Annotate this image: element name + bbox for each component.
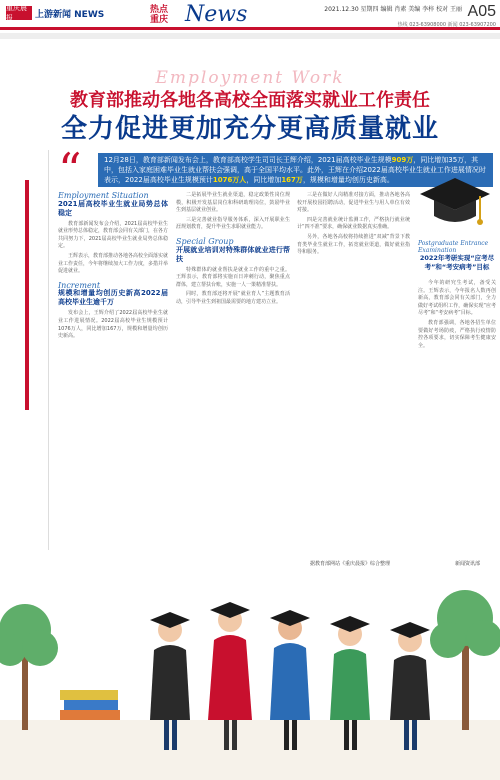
paragraph: 同时，教育部还将开展“就业育人”主题教育活动，引导毕业生到祖国最需要的地方建功立业。: [176, 291, 290, 305]
lead-highlight-3: 167万: [281, 176, 303, 184]
article-column-1: [58, 192, 168, 343]
news-wordmark: News: [185, 2, 248, 27]
subhead-english: Increment: [58, 280, 101, 290]
footer-credit: 据教育部网站《重庆晨报》综合整理: [310, 561, 391, 567]
masthead-strip: [0, 33, 500, 39]
section-bottom: 重庆: [150, 15, 169, 25]
issue-line: 2021.12.30 星期四 编辑 肖素 美编 李梓 校对 王丽: [324, 6, 462, 13]
section-label: [150, 5, 168, 25]
logo-mark: 重庆晨报: [6, 6, 32, 20]
rail-bar: [25, 180, 29, 410]
graduation-cap-icon: [418, 172, 492, 238]
book-stack: [60, 690, 120, 720]
paragraph: 今年的研究生考试，备受关注。王辉表示，今年报名人数再创新高，教育部会同有关部门，全力做好考试组织工作，确保实现“应考尽考”和“考安病考”目标。: [418, 280, 496, 317]
paragraph: 发布会上，王辉介绍了2022届高校毕业生就业工作进展情况。2022届高校毕业生规模预计1076万人，同比增加167万，规模和增量均创历史新高。: [58, 310, 168, 340]
section-top: 热点: [150, 5, 169, 15]
paragraph: 教育部新闻发布会介绍，2021届高校毕业生就业形势总体稳定，教育部会同有关部门，在各方共同努力下，2021届高校毕业生就业局势总体稳定。: [58, 220, 169, 250]
right-subhead-english: Postgraduate Entrance Examination: [418, 240, 489, 254]
subhead-english: Employment Situation: [58, 191, 149, 200]
right-subhead-chinese: 2022年考研实现“应考尽考”和“考安病考”目标: [419, 254, 495, 271]
paragraph: 教育部强调，各地各招生单位要做好考场防疫，严格执行疫情防控各项要求，切实保障考生健康安全。: [418, 319, 496, 349]
lead-text-c: ，同比增加: [246, 176, 282, 184]
article-column-2: [176, 192, 290, 309]
subhead-chinese: 开展就业培训对特殊群体就业进行帮扶: [176, 245, 290, 263]
lead-text-b: ，同比增加35万，其中，包括入家庭困难毕业生就业帮扶会强调，高于全国平均水平。此外，王辉在介绍2022届高校毕业生就业工作进展情况时表示，2022届高校毕业生规模预计: [104, 156, 486, 184]
masthead: [0, 0, 500, 30]
tree-right: [430, 590, 500, 730]
graduates-illustration: [0, 570, 500, 780]
quote-mark-icon: “: [58, 143, 82, 197]
left-rail: [5, 150, 49, 550]
headline-2: 全力促进更加充分更高质量就业: [60, 114, 439, 144]
paragraph: 二是拓展毕业生就业渠道，稳定政策性岗位规模，积极开发基层岗位和科研助理岗位，鼓励毕业生到基层就业创业。: [176, 192, 290, 214]
headline-1: 教育部推动各地各高校全面落实就业工作责任: [70, 90, 430, 111]
paragraph: 王辉表示，教育部推动各地各高校全面落实就业工作责任，今年将继续加大工作力度，多措并举促进就业。: [58, 252, 169, 275]
paragraph: 四是完善就业统计监测工作，严格执行就业统计“四不准”要求，确保就业数据真实准确。: [297, 216, 410, 231]
paper-logo: [6, 6, 104, 20]
paragraph: 三是完善就业指导服务体系，深入开展职业生涯规划教育，提升毕业生求职就业能力。: [176, 216, 290, 231]
kicker-english: Employment Work: [155, 68, 345, 88]
article-column-3: [297, 192, 410, 259]
contact-line: 热线 023-63908000 新闻 023-63907200: [397, 22, 496, 28]
subhead-chinese: 规模和增量均创历史新高2022届高校毕业生逾千万: [58, 289, 168, 307]
subhead-chinese: 2021届高校毕业生就业局势总体稳定: [58, 199, 168, 217]
lead-text-a: 12月28日，教育部新闻发布会上，教育部高校学生司司长王辉介绍，2021届高校毕业生规模: [104, 156, 392, 164]
subhead-english: Special Group: [176, 236, 234, 246]
article-column-right: [418, 280, 496, 352]
page-number: A05: [467, 3, 496, 20]
paragraph: 特殊群体的就业帮扶是就业工作的重中之重。王辉表示，教育部将实施百日冲刺行动，聚焦重点群体，建立帮扶台账，实施一人一策精准帮扶。: [176, 266, 290, 288]
tree-left: [0, 604, 58, 730]
lead-highlight-2: 1076万人: [212, 176, 247, 184]
logo-text: 上游新闻 NEWS: [35, 9, 105, 20]
paragraph: 三是在做好人岗精准对接方面，推动各地各高校开展校园招聘活动，促进毕业生与用人单位有效对接。: [297, 192, 410, 214]
right-credit: 新闻资讯部: [455, 561, 481, 567]
paragraph: 另外，各地各高校将持续推进“双减”背景下教育类毕业生就业工作，拓宽就业渠道，做好就业指导和服务。: [297, 233, 410, 256]
lead-highlight-1: 909万: [391, 156, 414, 164]
lead-text-d: ，规模和增量均创历史新高。: [302, 176, 394, 184]
